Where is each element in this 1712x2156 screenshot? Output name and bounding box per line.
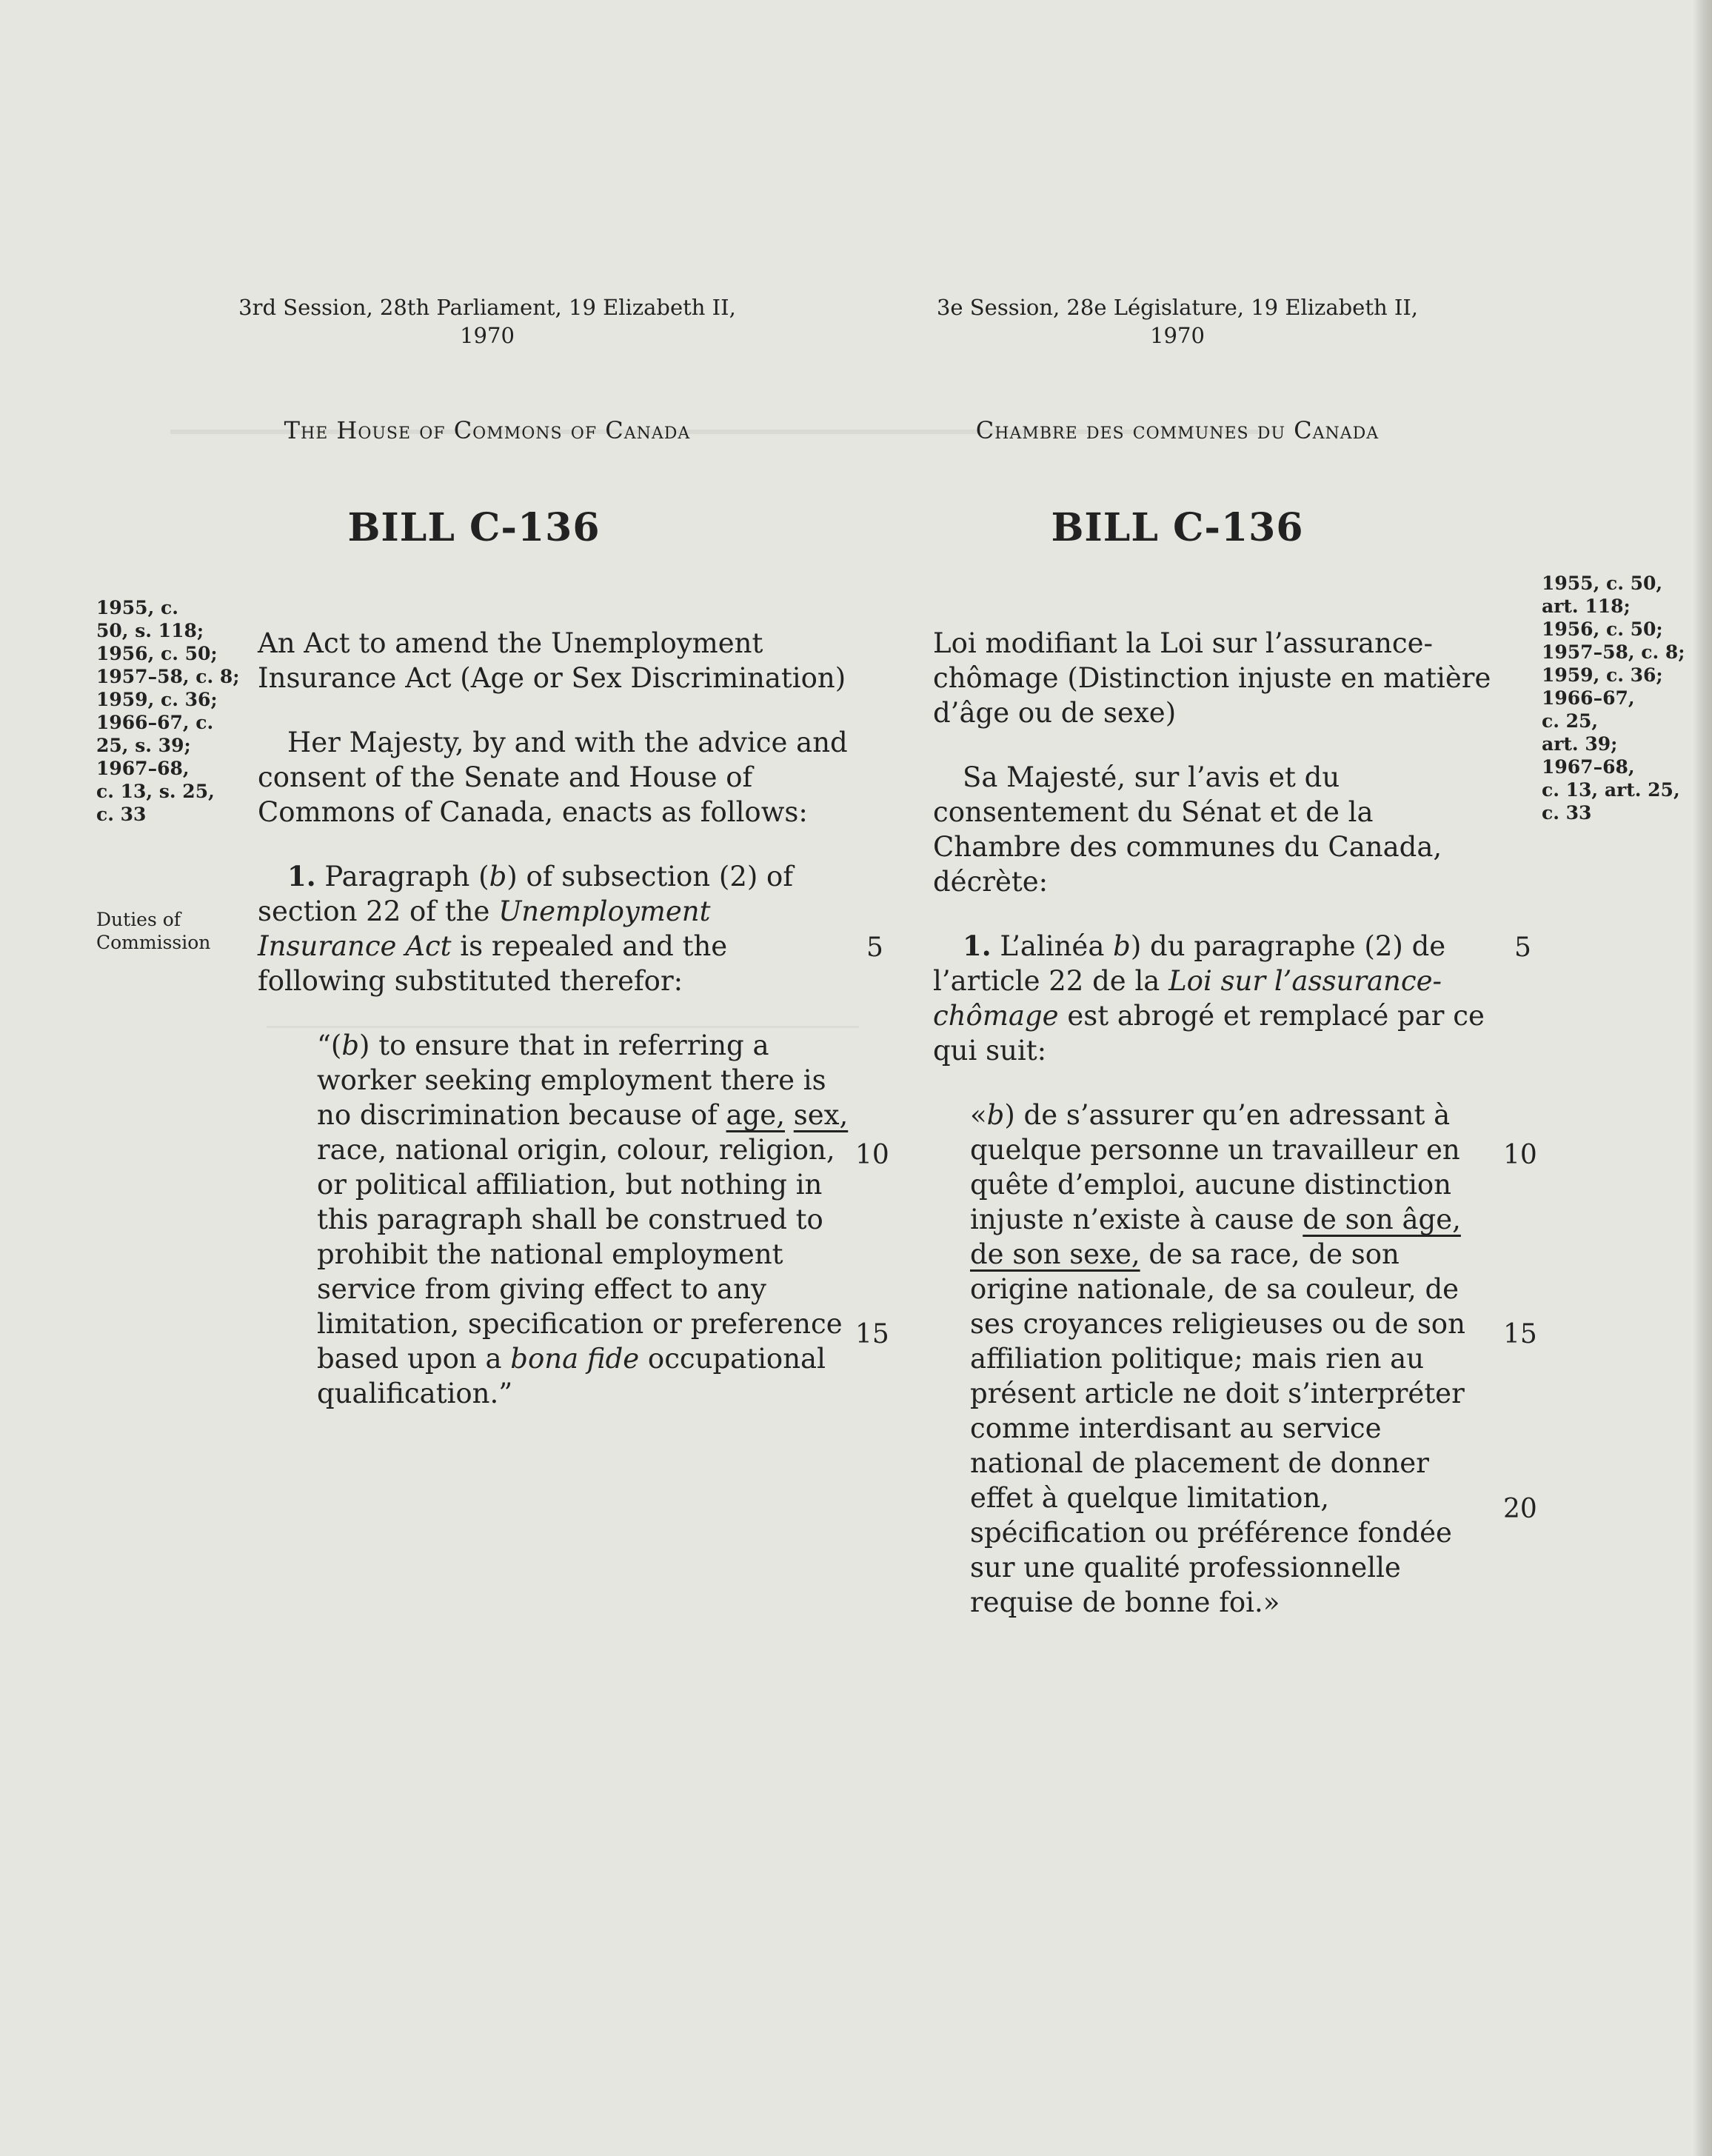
citation-line: 1959, c. 36; xyxy=(1542,664,1663,686)
underlined-age-sex: de son âge, de son sexe, xyxy=(970,1204,1461,1270)
english-body xyxy=(258,626,850,1411)
french-margin-citations xyxy=(1542,572,1690,824)
line-number-5-fr: 5 xyxy=(1514,932,1531,963)
act-name: Loi sur l’assurance-chômage xyxy=(933,965,1442,1032)
section-number: 1. xyxy=(287,860,316,892)
margin-note-line: Duties of xyxy=(96,909,181,930)
section-text: is repealed and the following substituted therefor: xyxy=(258,930,728,997)
margin-note-line: Commission xyxy=(96,932,211,953)
citation-line: c. 13, art. 25, xyxy=(1542,779,1680,801)
section-number: 1. xyxy=(963,930,992,962)
underlined-age: age, xyxy=(726,1099,785,1131)
french-session-year: 1970 xyxy=(1150,323,1205,348)
english-margin-citations xyxy=(96,596,259,826)
citation-line: 1955, c. xyxy=(96,597,178,618)
citation-line: 1967–68, xyxy=(1542,756,1635,778)
french-body xyxy=(933,626,1496,1620)
english-enacting-clause: Her Majesty, by and with the advice and consent of the Senate and House of Commons of Canada, enacts as follows: xyxy=(258,727,848,828)
citation-line: c. 33 xyxy=(1542,802,1592,824)
citation-line: c. 13, s. 25, xyxy=(96,781,215,802)
bona-fide: bona fide xyxy=(510,1343,640,1375)
citation-line: 1966–67, c. xyxy=(96,712,214,733)
underlined-sex: sex, xyxy=(793,1099,849,1131)
line-number-5: 5 xyxy=(866,932,883,963)
citation-line: 1966–67, xyxy=(1542,687,1635,709)
english-session-header xyxy=(184,293,791,350)
paragraph-letter: b xyxy=(489,861,507,892)
quote-text: ) de s’assurer qu’en adressant à quelque personne un travailleur en quête d’emploi, aucune distinction injuste n’existe à cause xyxy=(970,1099,1460,1235)
section-text: est abrogé et remplacé par ce qui suit: xyxy=(933,1000,1485,1067)
line-number-20-fr: 20 xyxy=(1503,1494,1537,1524)
section-text: Paragraph ( xyxy=(324,861,489,892)
line-number-10-fr: 10 xyxy=(1503,1140,1537,1170)
citation-line: 1959, c. 36; xyxy=(96,689,218,710)
quote-open: “( xyxy=(317,1029,342,1061)
section-text: L’alinéa xyxy=(1000,930,1114,962)
quote-text: race, national origin, colour, religion, or political affiliation, but nothing in this paragraph shall be construed to prohibit the national employment service from giving effect to any limitation, specification or preference based upon a xyxy=(317,1134,843,1375)
citation-line: 50, s. 118; xyxy=(96,620,204,641)
citation-line: art. 39; xyxy=(1542,733,1618,755)
french-section-1 xyxy=(933,929,1496,1068)
line-number-10: 10 xyxy=(855,1140,889,1170)
citation-line: 25, s. 39; xyxy=(96,735,191,756)
line-number-15: 15 xyxy=(855,1319,889,1349)
section-text: ) of subsection (2) of section 22 of the xyxy=(258,861,794,927)
english-house-name: The House of Commons of Canada xyxy=(284,416,691,444)
citation-line: c. 33 xyxy=(96,804,147,825)
english-session-year: 1970 xyxy=(460,323,515,348)
english-section-1 xyxy=(258,859,850,998)
paragraph-letter: b xyxy=(341,1029,360,1061)
citation-line: 1956, c. 50; xyxy=(1542,618,1663,640)
french-amended-paragraph xyxy=(933,1098,1496,1620)
citation-line: 1967–68, xyxy=(96,758,190,779)
paragraph-letter: b xyxy=(1113,930,1131,962)
english-margin-note xyxy=(96,908,244,954)
page-gutter-shadow xyxy=(1693,0,1712,2156)
french-bill-title: Loi modifiant la Loi sur l’assurance-chômage (Distinction injuste en matière d’âge ou de sexe) xyxy=(933,627,1491,729)
english-bill-number: BILL C-136 xyxy=(347,505,601,550)
quote-open: « xyxy=(970,1099,987,1131)
french-session-line1: 3e Session, 28e Législature, 19 Elizabeth II, xyxy=(936,295,1419,320)
citation-line: c. 25, xyxy=(1542,710,1599,732)
french-bill-number: BILL C-136 xyxy=(1051,505,1304,550)
citation-line: art. 118; xyxy=(1542,595,1631,617)
paragraph-letter: b xyxy=(986,1099,1005,1131)
quote-text: occupational qualification.” xyxy=(317,1343,826,1409)
english-amended-paragraph xyxy=(258,1028,850,1411)
section-text: ) du paragraphe (2) de l’article 22 de la xyxy=(933,930,1446,997)
quote-text: de sa race, de son origine nationale, de sa couleur, de ses croyances religieuses ou de son affiliation politique; mais rien au présent article ne doit s’interpréter comme interdisant au service national de placement de donner effet à quelque limitation, spécification ou préférence fondée sur une qualité professionnelle requise de bonne foi.» xyxy=(970,1238,1465,1618)
quote-text: ) to ensure that in referring a worker seeking employment there is no discrimination because of xyxy=(317,1029,826,1131)
citation-line: 1957–58, c. 8; xyxy=(1542,641,1685,663)
line-number-15-fr: 15 xyxy=(1503,1319,1537,1349)
english-session-line1: 3rd Session, 28th Parliament, 19 Elizabeth II, xyxy=(238,295,736,320)
act-name: Unemployment Insurance Act xyxy=(258,895,711,962)
french-session-header xyxy=(874,293,1481,350)
citation-line: 1956, c. 50; xyxy=(96,643,218,664)
english-bill-title: An Act to amend the Unemployment Insurance Act (Age or Sex Discrimination) xyxy=(258,627,846,694)
french-house-name: Chambre des communes du Canada xyxy=(975,416,1380,444)
citation-line: 1957–58, c. 8; xyxy=(96,666,240,687)
french-enacting-clause: Sa Majesté, sur l’avis et du consentement du Sénat et de la Chambre des communes du Canada, décrète: xyxy=(933,761,1442,898)
citation-line: 1955, c. 50, xyxy=(1542,573,1663,594)
